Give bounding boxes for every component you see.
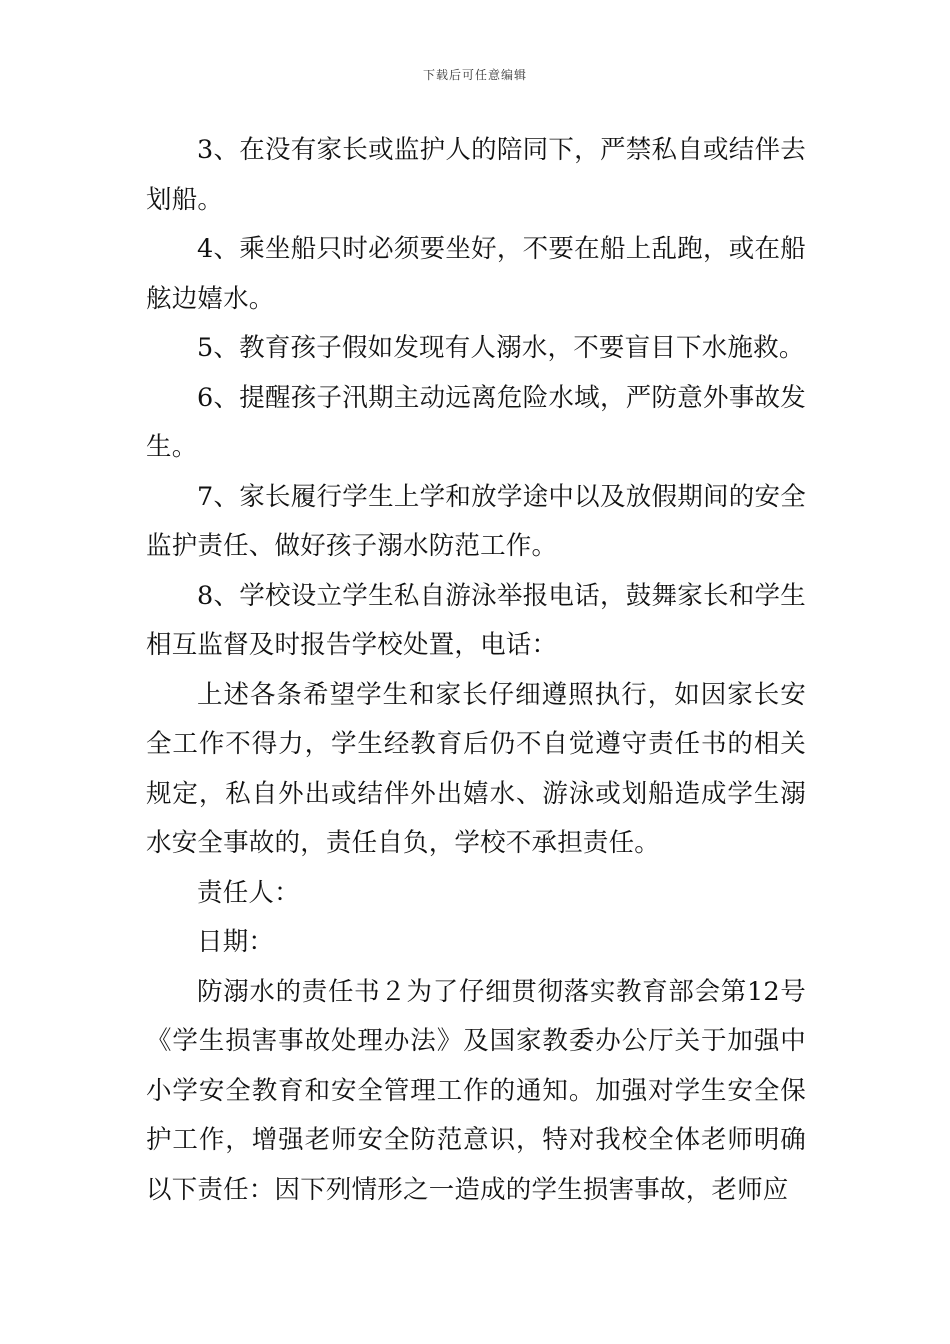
paragraph-disclaimer: 上述各条希望学生和家长仔细遵照执行，如因家长安全工作不得力，学生经教育后仍不自觉遵守责任书的相关规定，私自外出或结伴外出嬉水、游泳或划船造成学生溺水安全事故的，责任自负，学校不承担责任。 (146, 679, 806, 858)
paragraph-item-6: 6、提醒孩子汛期主动远离危险水域，严防意外事故发生。 (146, 382, 806, 462)
paragraph-item-3: 3、在没有家长或监护人的陪同下，严禁私自或结伴去划船。 (146, 135, 806, 215)
signature-responsible-person: 责任人： (197, 877, 300, 908)
paragraph-item-8: 8、学校设立学生私自游泳举报电话，鼓舞家长和学生相互监督及时报告学校处置，电话： (146, 580, 806, 660)
document-body (146, 126, 806, 1215)
page-header: 下载后可任意编辑 (422, 68, 527, 82)
paragraph-item-4: 4、乘坐船只时必须要坐好，不要在船上乱跑，或在船舷边嬉水。 (146, 234, 806, 314)
paragraph-document-2-intro: 防溺水的责任书２为了仔细贯彻落实教育部会第12号《学生损害事故处理办法》及国家教委办公厅关于加强中小学安全教育和安全管理工作的通知。加强对学生安全保护工作，增强老师安全防范意识，特对我校全体老师明确以下责任：因下列情形之一造成的学生损害事故，老师应 (146, 976, 806, 1205)
paragraph-item-5: 5、教育孩子假如发现有人溺水，不要盲目下水施救。 (197, 333, 805, 363)
paragraph-item-7: 7、家长履行学生上学和放学途中以及放假期间的安全监护责任、做好孩子溺水防范工作。 (146, 481, 806, 561)
signature-date: 日期： (197, 927, 275, 957)
